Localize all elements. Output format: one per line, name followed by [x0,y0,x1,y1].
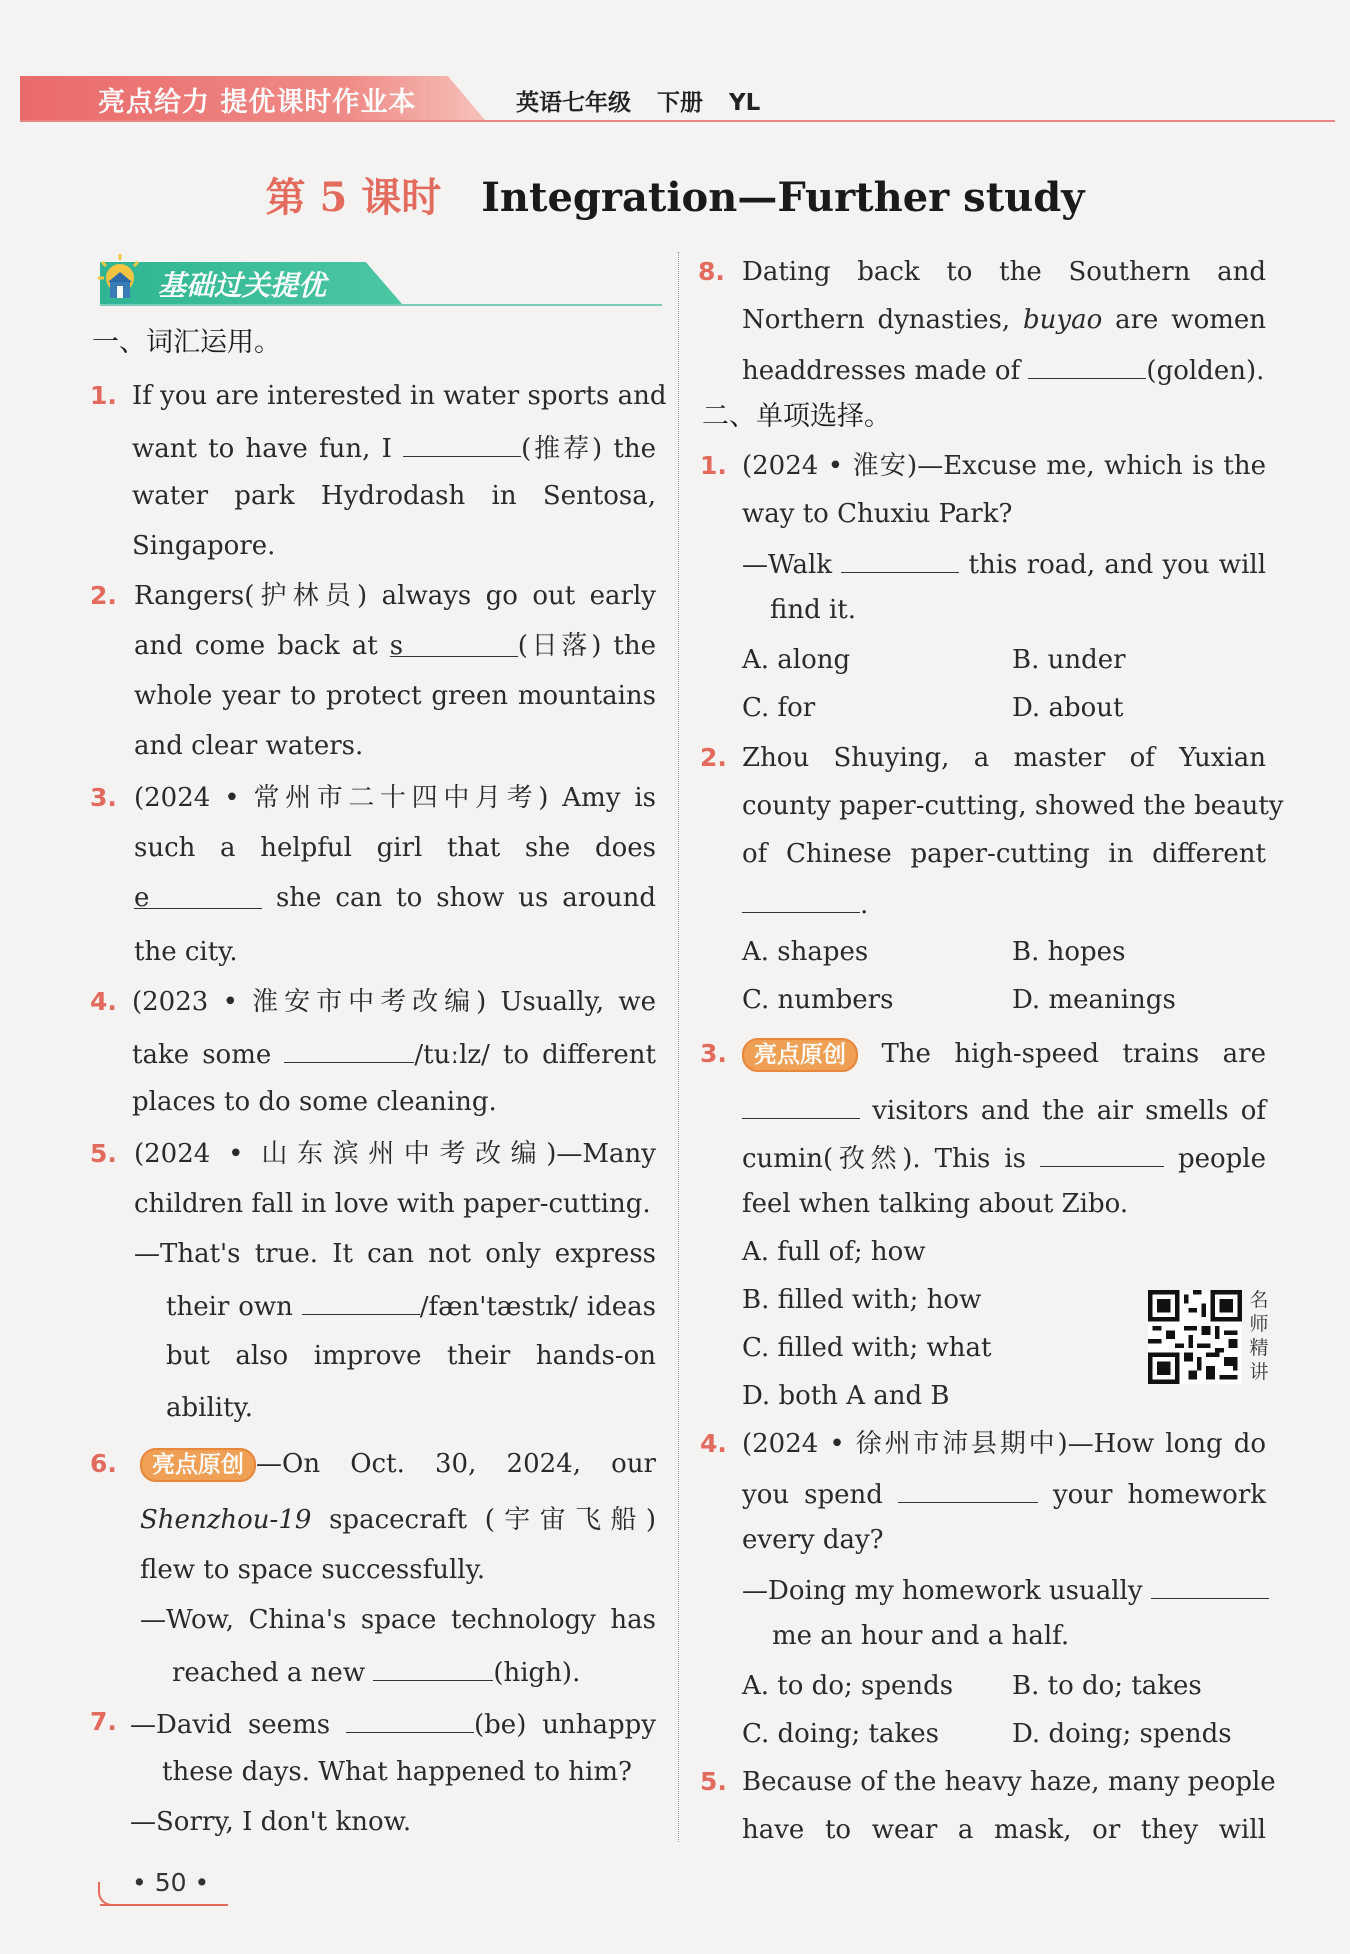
question-text: feel when talking about Zibo. [742,1189,1129,1219]
original-badge: 亮点原创 [742,1038,858,1072]
answer-blank[interactable] [841,546,959,573]
question-text: water park Hydrodash in Sentosa, [132,481,656,511]
book-info [516,84,786,117]
lesson-topic: Integration—Further study [481,174,1085,221]
question-number: 3. [90,783,117,812]
volume: 下册 [657,90,703,116]
qr-label: 名 师 精 讲 [1249,1289,1269,1383]
question-text: such a helpful girl that she does [134,833,656,863]
question-text: —That's true. It can not only express [134,1239,656,1269]
section-heading-vocabulary: 一、词汇运用。 [92,327,281,358]
question-line: want to have fun, I (推荐) the [132,430,656,465]
question-number: 7. [90,1707,117,1736]
question-line: their own /fæn'tæstɪk/ ideas [166,1288,656,1323]
question-line: e she can to show us around [134,883,656,913]
answer-blank[interactable] [284,1036,414,1063]
answer-blank[interactable] [1040,1140,1164,1167]
subject: 英语七年级 [516,90,631,116]
option-c[interactable]: C. for [742,693,816,723]
question-text: If you are interested in water sports and [132,381,667,411]
question-number: 2. [90,581,117,610]
question-line: reached a new (high). [172,1654,580,1689]
question-text: flew to space successfully. [140,1555,486,1585]
option-d[interactable]: D. about [1012,693,1124,723]
question-line: —Walk this road, and you will [742,546,1266,581]
option-d[interactable]: D. doing; spends [1012,1719,1232,1749]
question-line: 亮点原创 —On Oct. 30, 2024, our [140,1448,656,1482]
series-title: 亮点给力 提优课时作业本 [98,87,417,118]
option-d[interactable]: D. both A and B [742,1381,950,1411]
option-a[interactable]: A. along [742,645,851,675]
answer-blank[interactable] [742,1092,860,1119]
question-text: but also improve their hands-on [166,1341,656,1371]
lesson-number: 第 5 课时 [265,174,442,221]
question-number: 1. [90,381,117,410]
section-heading-choice: 二、单项选择。 [702,401,891,432]
question-text: places to do some cleaning. [132,1087,497,1117]
question-text: ability. [166,1393,254,1423]
question-text: Rangers(护林员) always go out early [134,581,656,611]
answer-blank[interactable] [302,1288,420,1315]
question-number: 6. [90,1449,117,1478]
option-b[interactable]: B. hopes [1012,937,1126,967]
question-line: 亮点原创 The high-speed trains are [742,1038,1266,1072]
option-c[interactable]: C. doing; takes [742,1719,939,1749]
question-text: (2024 • 徐州市沛县期中)—How long do [742,1429,1266,1459]
page-number: • 50 • [132,1868,210,1897]
question-text: Zhou Shuying, a master of Yuxian [742,743,1266,773]
question-line: Shenzhou-19 spacecraft (宇宙飞船) [140,1505,656,1535]
question-text: —Sorry, I don't know. [130,1807,412,1837]
section-banner-label: 基础过关提优 [158,269,327,302]
question-number: 1. [700,451,727,480]
page-number-rule [100,1904,228,1906]
question-text: and clear waters. [134,731,364,761]
question-text: have to wear a mask, or they will [742,1815,1266,1845]
question-text: me an hour and a half. [772,1621,1070,1651]
option-b[interactable]: B. filled with; how [742,1285,982,1315]
question-text: (2024 • 淮安)—Excuse me, which is the [742,451,1266,481]
question-number: 2. [700,743,727,772]
banner-rule [100,304,662,306]
question-text: Singapore. [132,531,276,561]
question-line: and come back at s (日落) the [134,631,656,661]
question-text: (2023 • 淮安市中考改编) Usually, we [132,987,656,1017]
question-line: headdresses made of (golden). [742,352,1264,387]
answer-blank[interactable] [403,430,521,457]
question-number: 3. [700,1039,727,1068]
question-text: (2024 • 山东滨州中考改编)—Many [134,1139,656,1169]
option-a[interactable]: A. to do; spends [742,1671,954,1701]
answer-blank[interactable] [898,1476,1038,1503]
option-b[interactable]: B. to do; takes [1012,1671,1202,1701]
question-line: —Doing my homework usually [742,1572,1266,1607]
question-line: cumin(孜然). This is people [742,1140,1266,1175]
column-divider [678,252,679,1842]
lighthouse-icon [96,252,146,302]
question-text: way to Chuxiu Park? [742,499,1013,529]
question-text: county paper-cutting, showed the beauty [742,791,1284,821]
question-text: of Chinese paper-cutting in different [742,839,1266,869]
page-number-ornament [98,1882,122,1906]
option-c[interactable]: C. numbers [742,985,894,1015]
option-a[interactable]: A. shapes [742,937,869,967]
header-rule [20,120,1335,122]
edition: YL [729,90,761,116]
option-b[interactable]: B. under [1012,645,1126,675]
question-text: Because of the heavy haze, many people [742,1767,1276,1797]
option-a[interactable]: A. full of; how [742,1237,926,1267]
question-line: Northern dynasties, buyao are women [742,305,1267,335]
question-text: these days. What happened to him? [162,1757,632,1787]
original-badge: 亮点原创 [140,1448,256,1482]
question-text: —Wow, China's space technology has [140,1605,656,1635]
question-text: whole year to protect green mountains [134,681,656,711]
question-line: —David seems (be) unhappy [130,1706,656,1741]
question-line: visitors and the air smells of [742,1092,1266,1127]
question-text: the city. [134,937,238,967]
answer-blank[interactable] [346,1706,474,1733]
question-text: find it. [770,595,857,625]
option-c[interactable]: C. filled with; what [742,1333,992,1363]
answer-blank[interactable] [742,886,860,913]
question-text: children fall in love with paper-cutting. [134,1189,651,1219]
question-line: you spend your homework [742,1476,1266,1511]
answer-blank[interactable] [373,1654,493,1681]
question-line: . [742,886,868,921]
answer-blank[interactable]: e [134,882,262,909]
question-number: 5. [700,1767,727,1796]
answer-blank[interactable] [1151,1572,1269,1599]
question-number: 4. [90,987,117,1016]
question-text: Dating back to the Southern and [742,257,1266,287]
answer-blank[interactable]: s [390,630,518,657]
question-text: (2024 • 常州市二十四中月考) Amy is [134,783,656,813]
option-d[interactable]: D. meanings [1012,985,1176,1015]
qr-code-icon[interactable] [1148,1290,1242,1384]
page-title [0,166,1350,223]
answer-blank[interactable] [1028,352,1146,379]
question-line: take some /tuːlz/ to different [132,1036,656,1071]
question-number: 4. [700,1429,727,1458]
question-number: 8. [698,257,725,286]
question-text: every day? [742,1525,884,1555]
question-number: 5. [90,1139,117,1168]
